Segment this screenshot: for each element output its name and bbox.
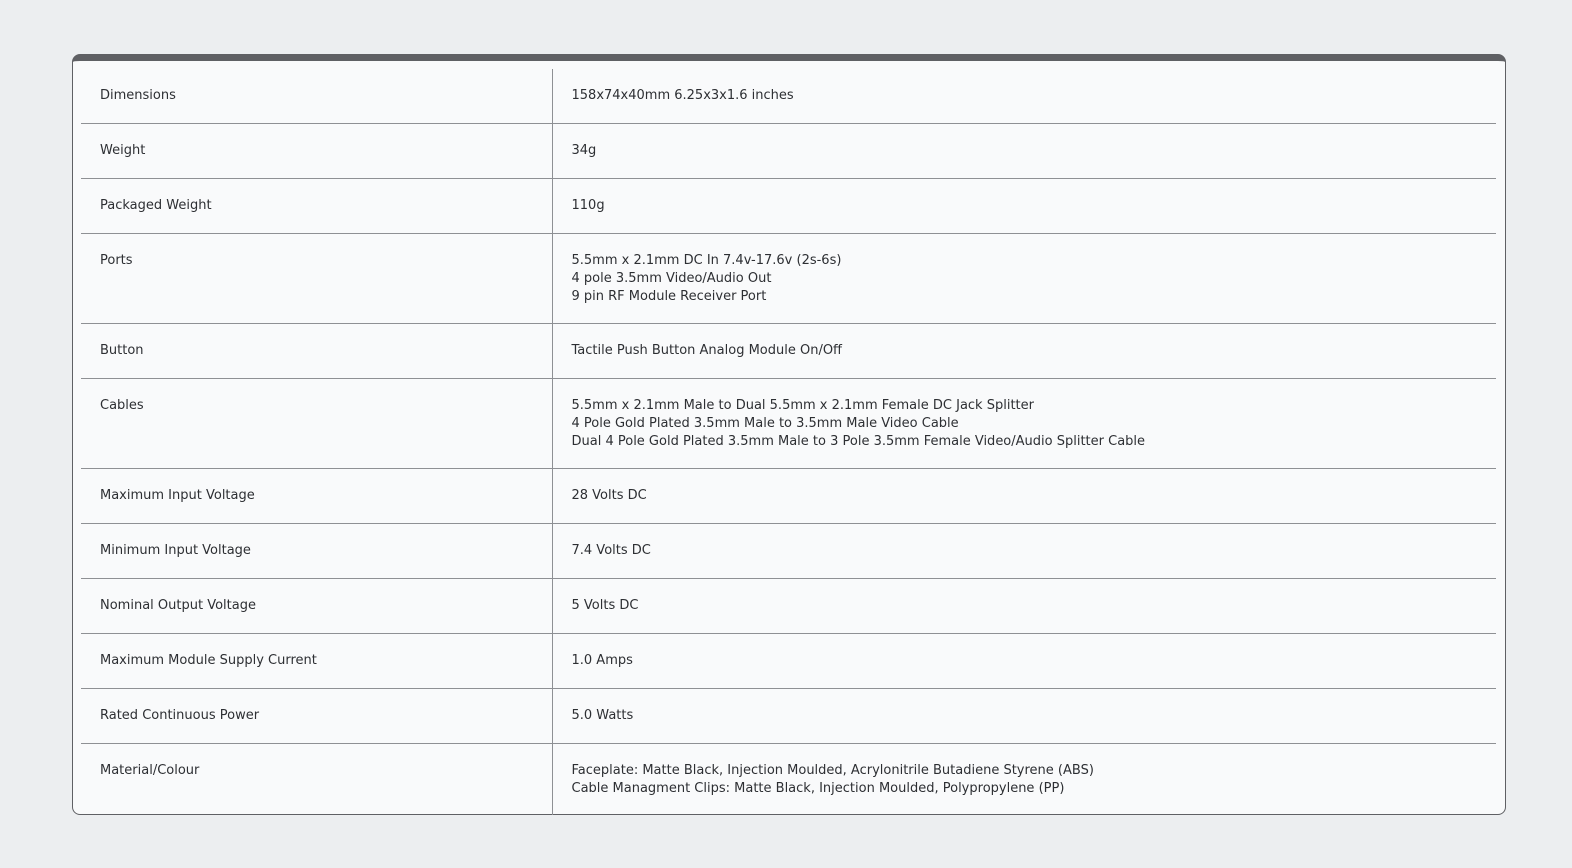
spec-value-line: 1.0 Amps (571, 653, 633, 668)
spec-label-text: Cables (100, 398, 144, 413)
spec-row-packaged-weight (81, 179, 1496, 234)
spec-value-line: Dual 4 Pole Gold Plated 3.5mm Male to 3 Pole 3.5mm Female Video/Audio Splitter Cable (571, 434, 1146, 449)
spec-value-line: 158x74x40mm 6.25x3x1.6 inches (571, 88, 794, 103)
spec-row-nominal-output-voltage (81, 579, 1496, 634)
spec-row-material-colour (81, 744, 1496, 816)
spec-label-text: Material/Colour (100, 763, 200, 778)
spec-value (552, 179, 1496, 234)
spec-label (81, 634, 552, 689)
spec-value (552, 524, 1496, 579)
spec-value (552, 689, 1496, 744)
spec-value (552, 744, 1496, 816)
spec-value-line: 7.4 Volts DC (571, 543, 651, 558)
spec-row-ports (81, 234, 1496, 324)
spec-value-line: 34g (571, 143, 597, 158)
spec-label (81, 579, 552, 634)
spec-value-line: 110g (571, 198, 605, 213)
spec-value-line: 5 Volts DC (571, 598, 639, 613)
spec-row-cables (81, 379, 1496, 469)
spec-label (81, 744, 552, 816)
spec-value (552, 324, 1496, 379)
spec-value-line: 28 Volts DC (571, 488, 647, 503)
spec-value-line: 4 Pole Gold Plated 3.5mm Male to 3.5mm Male Video Cable (571, 416, 959, 431)
spec-value-line: Faceplate: Matte Black, Injection Moulded, Acrylonitrile Butadiene Styrene (ABS) (571, 763, 1094, 778)
spec-label-text: Maximum Input Voltage (100, 488, 255, 503)
spec-row-minimum-input-voltage (81, 524, 1496, 579)
spec-row-weight (81, 124, 1496, 179)
spec-row-maximum-module-supply-current (81, 634, 1496, 689)
spec-label (81, 379, 552, 469)
spec-row-rated-continuous-power (81, 689, 1496, 744)
specifications-table (81, 69, 1496, 815)
spec-label-text: Packaged Weight (100, 198, 212, 213)
spec-label-text: Rated Continuous Power (100, 708, 260, 723)
spec-label-text: Maximum Module Supply Current (100, 653, 317, 668)
spec-label-text: Ports (100, 253, 133, 268)
spec-value (552, 579, 1496, 634)
spec-value-line: 9 pin RF Module Receiver Port (571, 289, 767, 304)
spec-value (552, 69, 1496, 124)
spec-value (552, 469, 1496, 524)
spec-label (81, 469, 552, 524)
spec-label (81, 524, 552, 579)
spec-label-text: Button (100, 343, 144, 358)
spec-value-line: Cable Managment Clips: Matte Black, Injection Moulded, Polypropylene (PP) (571, 781, 1065, 796)
spec-label (81, 124, 552, 179)
spec-label (81, 234, 552, 324)
spec-label-text: Dimensions (100, 88, 176, 103)
spec-row-button (81, 324, 1496, 379)
spec-value (552, 634, 1496, 689)
spec-value-line: 5.5mm x 2.1mm DC In 7.4v-17.6v (2s-6s) (571, 253, 842, 268)
spec-label-text: Nominal Output Voltage (100, 598, 256, 613)
specifications-card (72, 54, 1506, 815)
spec-value-line: 5.0 Watts (571, 708, 634, 723)
spec-label (81, 179, 552, 234)
spec-label-text: Minimum Input Voltage (100, 543, 251, 558)
spec-value (552, 379, 1496, 469)
spec-label (81, 689, 552, 744)
spec-value-line: 5.5mm x 2.1mm Male to Dual 5.5mm x 2.1mm Female DC Jack Splitter (571, 398, 1034, 413)
spec-row-maximum-input-voltage (81, 469, 1496, 524)
spec-value (552, 124, 1496, 179)
spec-row-dimensions (81, 69, 1496, 124)
spec-label-text: Weight (100, 143, 146, 158)
spec-value-line: Tactile Push Button Analog Module On/Off (571, 343, 843, 358)
spec-label (81, 69, 552, 124)
spec-value-line: 4 pole 3.5mm Video/Audio Out (571, 271, 772, 286)
spec-value (552, 234, 1496, 324)
spec-label (81, 324, 552, 379)
